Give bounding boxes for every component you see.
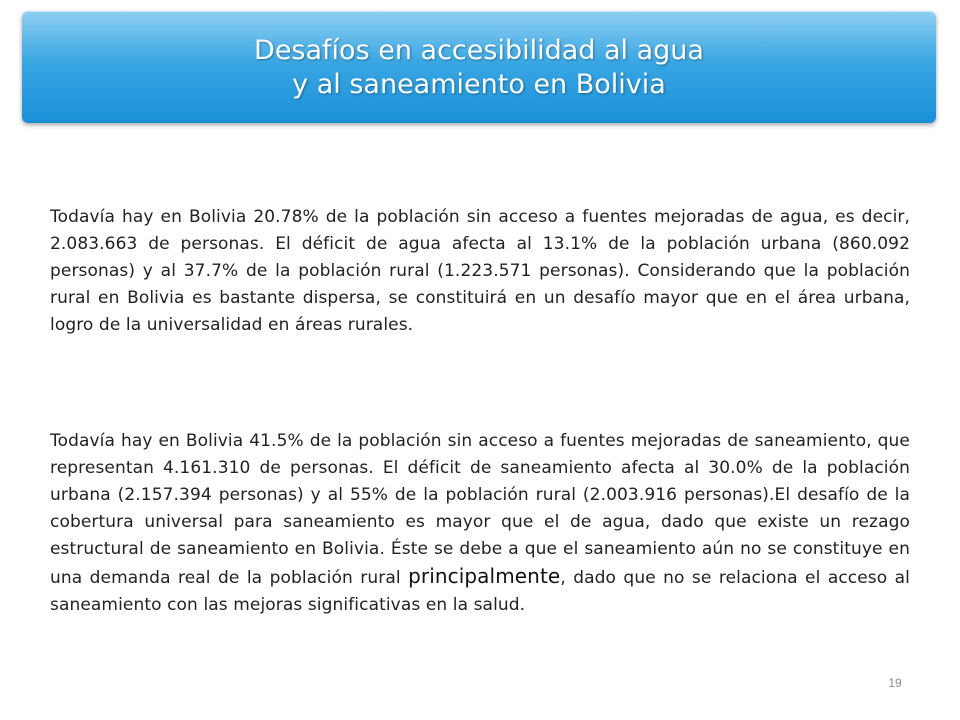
paragraph-water: Todavía hay en Bolivia 20.78% de la población sin acceso a fuentes mejoradas de agua, es decir, 2.083.663 de personas. El déficit de agua afecta al 13.1% de la población urbana (860.092 personas) y al 37.7% de la población rural (1.223.571 personas). Considerando que la población rural en Bolivia es bastante dispersa, se constituirá en un desafío mayor que en el área urbana, logro de la universalidad en áreas rurales. — [50, 207, 910, 335]
title-line-1: Desafíos en accesibilidad al agua — [254, 35, 704, 66]
paragraph-sanitation — [50, 428, 910, 619]
paragraph-sanitation-emphasis: principalmente — [408, 564, 561, 588]
paragraph-sanitation-end: , dado que no se relaciona el acceso al saneamiento con las mejoras significativas en la salud. — [50, 568, 910, 615]
title-line-2: y al saneamiento en Bolivia — [292, 69, 666, 100]
title-banner — [22, 11, 936, 123]
page-number: 19 — [888, 676, 902, 690]
paragraph-sanitation-start: Todavía hay en Bolivia 41.5% de la población sin acceso a fuentes mejoradas de saneamiento, que representan 4.161.310 de personas. El déficit de saneamiento afecta al 30.0% de la población urbana (2.157.394 personas) y al 55% de la población rural (2.003.916 personas).El desafío de la cobertura universal para saneamiento es mayor que el de agua, dado que existe un rezago estructural de saneamiento en Bolivia. Éste se debe a que el saneamiento aún no se constituye en una demanda real de la población rural — [50, 431, 910, 588]
